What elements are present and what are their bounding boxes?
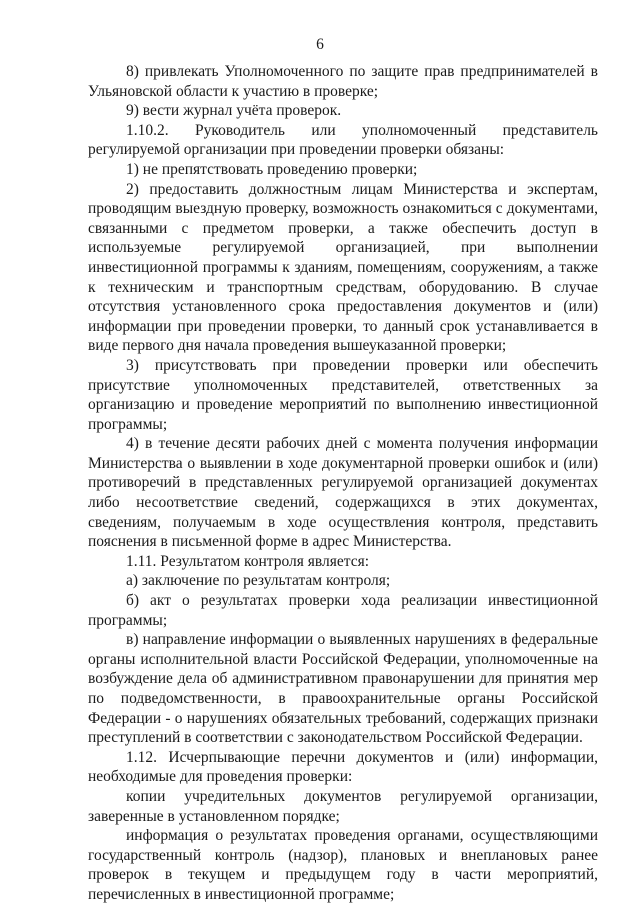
paragraph-result-b: б) акт о результатах проверки хода реализации инвестиционной программы;: [88, 592, 598, 629]
document-body: [88, 62, 598, 905]
paragraph-section-1-11: 1.11. Результатом контроля является:: [126, 552, 370, 570]
paragraph-section-1-10-2: 1.10.2. Руководитель или уполномоченный представитель регулируемой организации при проведении проверки обязаны:: [88, 121, 598, 159]
paragraph-item-9: 9) вести журнал учёта проверок.: [126, 102, 342, 120]
paragraph-result-v: в) направление информации о выявленных нарушениях в федеральные органы исполнительной власти Российской Федерации, уполномоченные на возбуждение дела об административном правонарушении для принятия мер по подведомственности, в правоохранительные органы Российской Федерации - о нарушениях обязательных требований, содержащих признаки преступлений в соответствии с законодательством Российской Федерации.: [88, 631, 598, 747]
paragraph-doc-copies: копии учредительных документов регулируемой организации, заверенные в установленном порядке;: [88, 787, 598, 825]
paragraph-duty-2: 2) предоставить должностным лицам Министерства и экспертам, проводящим выездную проверку, возможность ознакомиться с документами, связанными с предметом проверки, а также обеспечить доступ в используемые регулируемой организацией, при выполнении инвестиционной программы к зданиям, помещениям, сооружениям, а также к техническим и транспортным средствам, оборудованию. В случае отсутствия установленного срока предоставления документов и (или) информации при проведении проверки, то данный срок устанавливается в виде первого дня начала проведения вышеуказанной проверки;: [88, 180, 598, 355]
paragraph-item-8: 8) привлекать Уполномоченного по защите прав предпринимателей в Ульяновской области к участию в проверке;: [88, 63, 598, 100]
paragraph-duty-4: 4) в течение десяти рабочих дней с момента получения информации Министерства о выявлении в ходе документарной проверки ошибок и (или) противоречий в представленных регулируемой организацией документах либо несоответствие сведений, содержащихся в этих документах, сведениям, получаемым в ходе осуществления контроля, представить пояснения в письменной форме в адрес Министерства.: [88, 435, 598, 551]
paragraph-result-a: а) заключение по результатам контроля;: [126, 572, 391, 590]
paragraph-section-1-12: 1.12. Исчерпывающие перечни документов и (или) информации, необходимые для проведения проверки:: [88, 748, 598, 786]
paragraph-duty-3: 3) присутствовать при проведении проверки или обеспечить присутствие уполномоченных представителей, ответственных за организацию и проведение мероприятий по выполнению инвестиционной программы;: [88, 356, 598, 433]
page-number: 6: [316, 36, 324, 53]
paragraph-inspection-info: информация о результатах проведения органами, осуществляющими государственный контроль (надзор), плановых и внеплановых ранее проверок в текущем и предыдущем году в части мероприятий, перечисленных в инвестиционной программе;: [88, 827, 598, 903]
paragraph-duty-1: 1) не препятствовать проведению проверки;: [126, 160, 418, 178]
